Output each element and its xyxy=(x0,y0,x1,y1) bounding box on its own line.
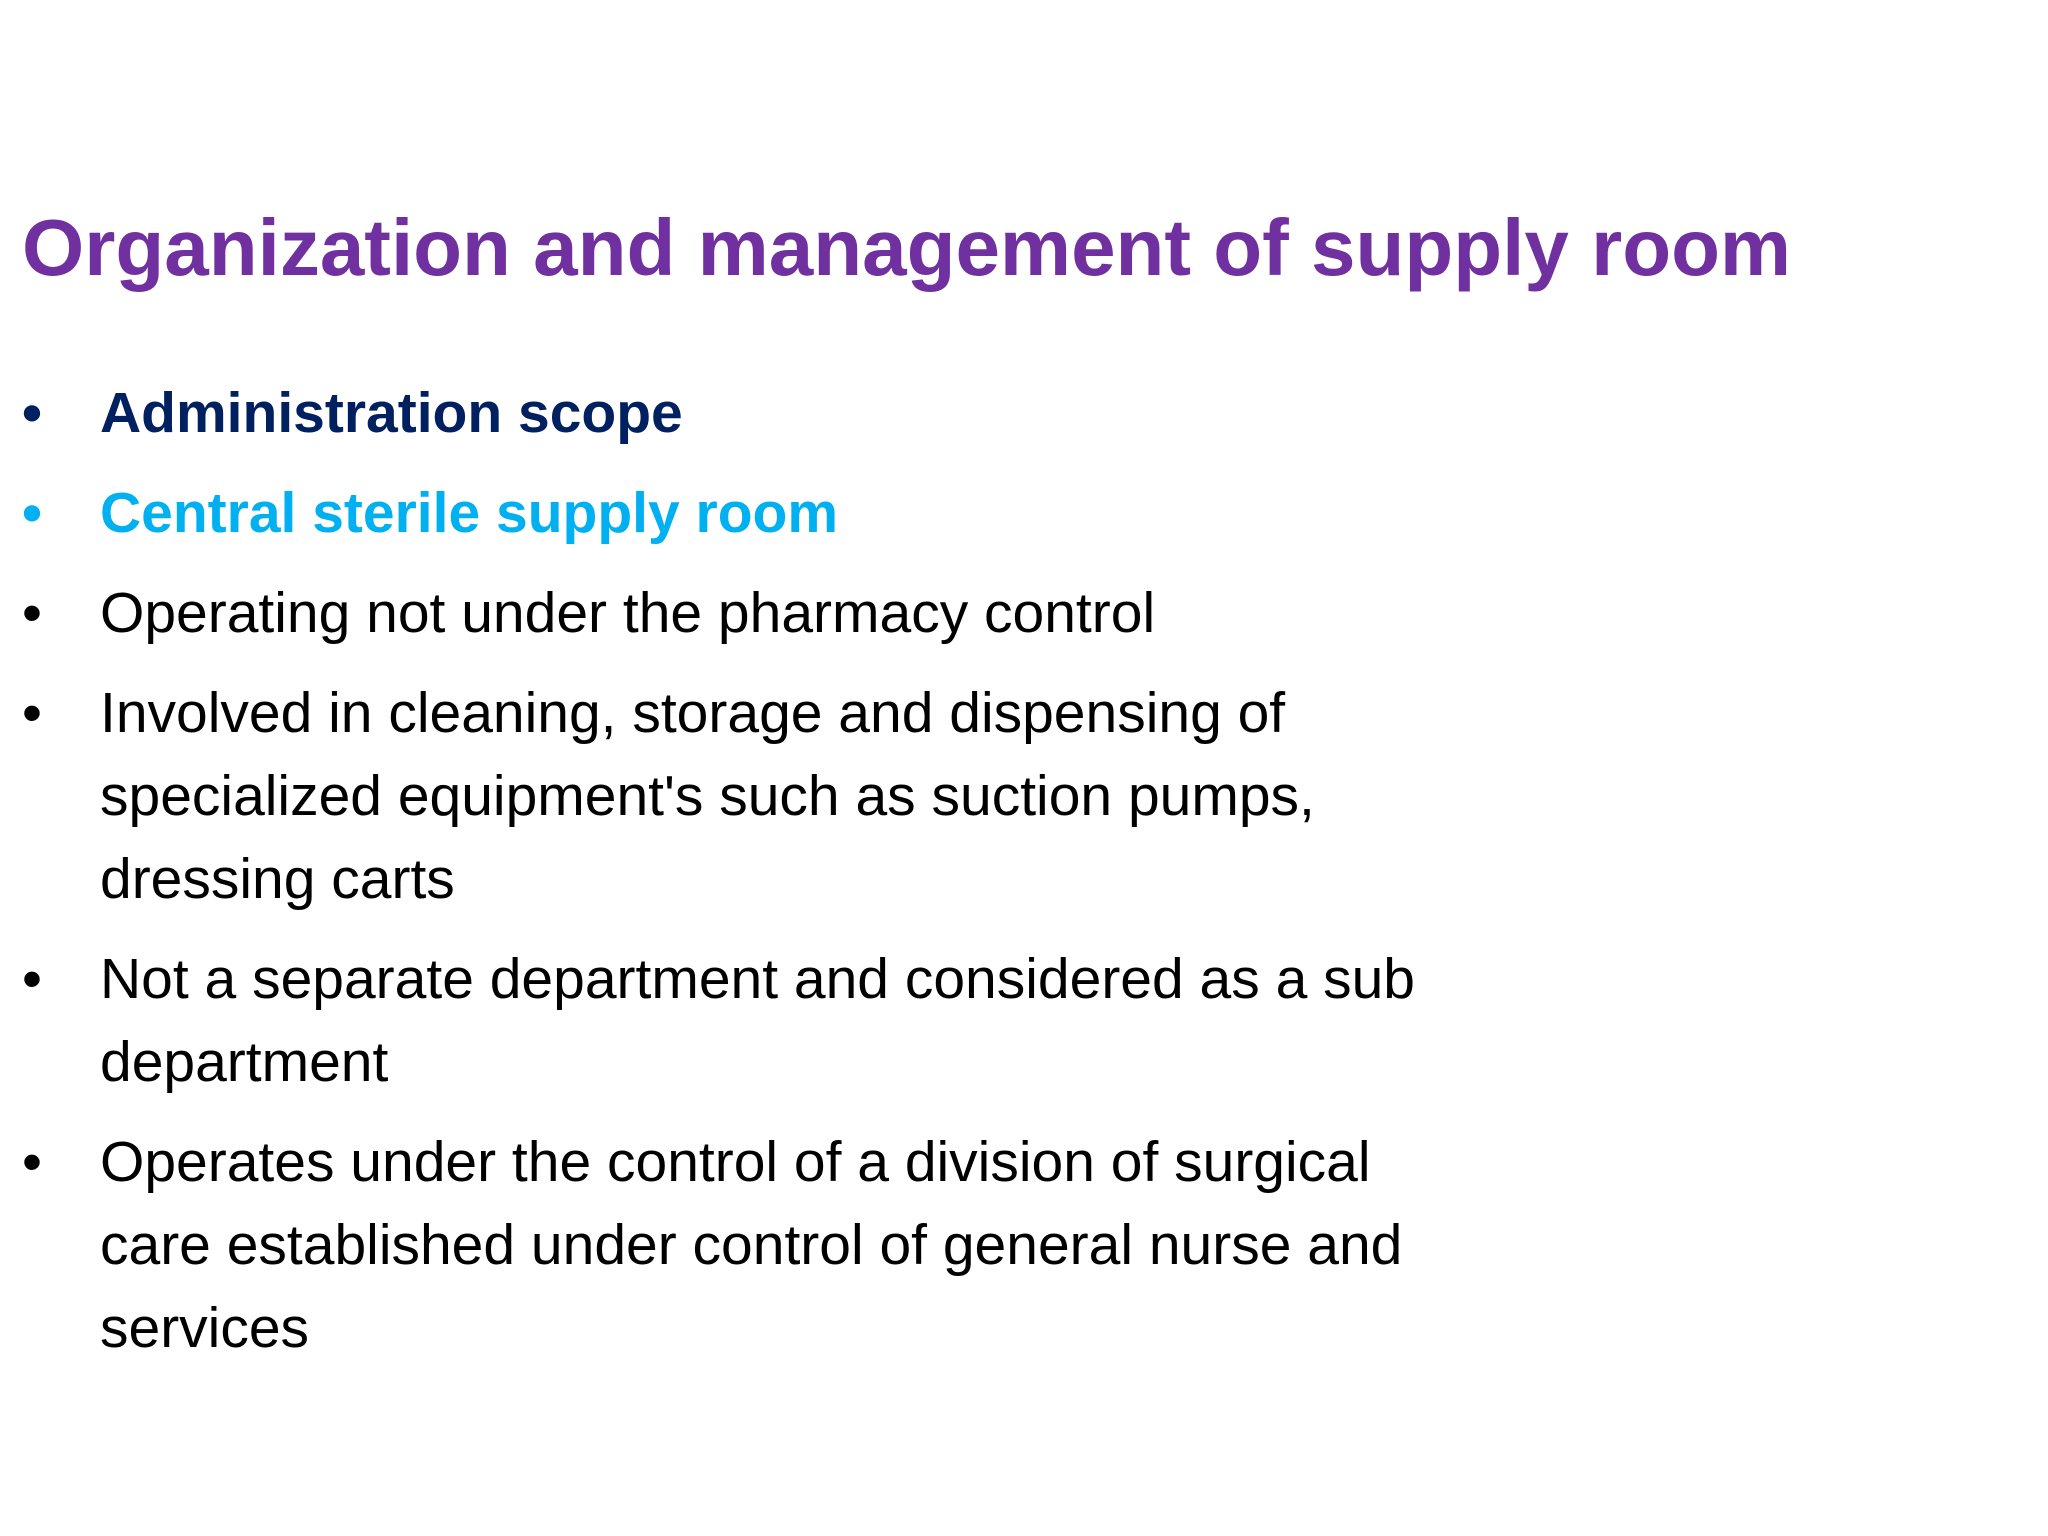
bullet-item-operating-not-under-pharmacy xyxy=(22,572,1462,655)
bullet-item-operates-under-control xyxy=(22,1121,1462,1370)
bullet-marker: • xyxy=(22,481,42,545)
bullet-text: Central sterile supply room xyxy=(100,481,839,545)
bullet-text: Operates under the control of a division of surgical care established under control of general nurse and services xyxy=(100,1130,1403,1360)
bullet-text: Operating not under the pharmacy control xyxy=(100,581,1156,645)
bullet-item-administration-scope xyxy=(22,372,1462,455)
bullet-marker: • xyxy=(22,1130,42,1194)
bullet-marker: • xyxy=(22,581,42,645)
bullet-marker: • xyxy=(22,681,42,745)
bullet-item-central-sterile-supply-room xyxy=(22,472,1462,555)
bullet-item-not-a-separate-department xyxy=(22,938,1462,1104)
bullet-text: Administration scope xyxy=(100,381,683,445)
bullet-item-involved-in-cleaning xyxy=(22,672,1462,921)
bullet-marker: • xyxy=(22,947,42,1011)
bullet-text: Involved in cleaning, storage and dispensing of specialized equipment's such as suction pumps, dressing carts xyxy=(100,681,1315,911)
bullet-text: Not a separate department and considered as a sub department xyxy=(100,947,1416,1094)
slide-title: Organization and management of supply room xyxy=(22,203,1792,292)
bullet-marker: • xyxy=(22,381,42,445)
bullet-list xyxy=(22,372,1462,1387)
